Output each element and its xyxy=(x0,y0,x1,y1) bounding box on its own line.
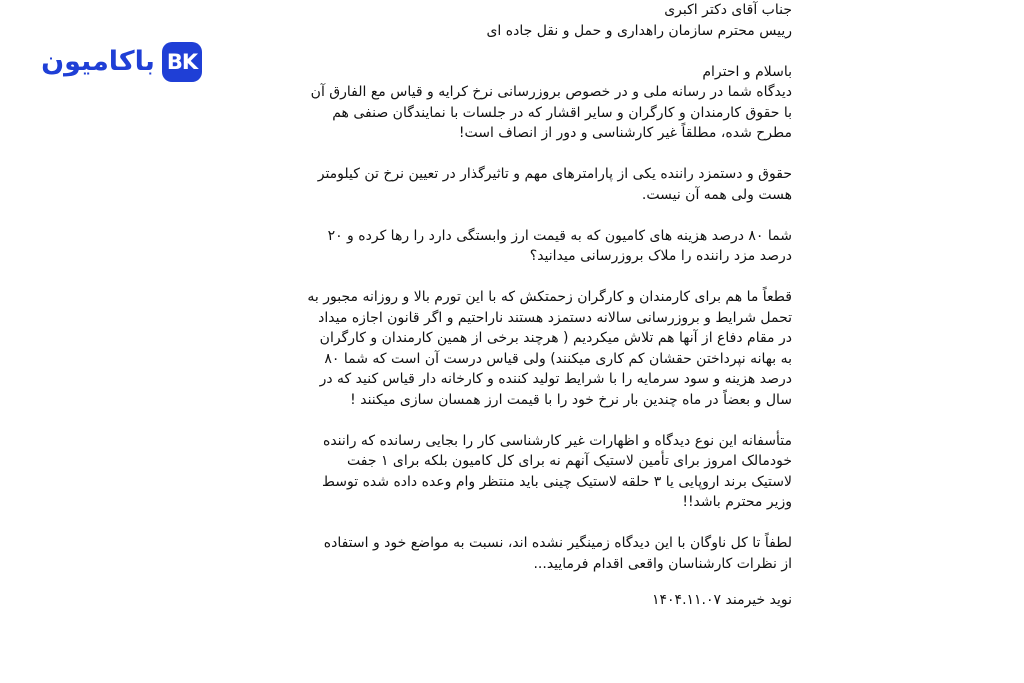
letter-line: وزیر محترم باشد!! xyxy=(682,494,792,510)
letter-signature xyxy=(280,590,792,611)
letter-line: حقوق و دستمزد راننده یکی از پارامترهای مهم و تاثیرگذار در تعیین نرخ تن کیلومتر xyxy=(317,166,792,182)
signature-line: نوید خیرمند ۱۴۰۴.۱۱.۰۷ xyxy=(651,592,792,608)
letter-line: از نظرات کارشناسان واقعی اقدام فرمایید... xyxy=(533,555,792,572)
paragraph-gap xyxy=(280,513,792,534)
letter-paragraph-2 xyxy=(280,164,792,205)
letter-line: هست ولی همه آن نیست. xyxy=(641,186,792,203)
letter-line: درصد هزینه و سود سرمایه را با شرایط تولید کننده و کارخانه دار قیاس کنید که در xyxy=(319,371,792,387)
letter-paragraph-5 xyxy=(280,431,792,513)
letter-line: مطرح شده، مطلقاً غیر کارشناسی و دور از انصاف است! xyxy=(458,125,792,141)
letter-paragraph-4 xyxy=(280,287,792,410)
letter-line: شما ۸۰ درصد هزینه های کامیون که به قیمت ارز وابستگی دارد را رها کرده و ۲۰ xyxy=(327,227,792,244)
letter-line: لطفاً تا کل ناوگان با این دیدگاه زمینگیر نشده اند، نسبت به مواضع خود و استفاده xyxy=(323,535,792,551)
letter-paragraph-6 xyxy=(280,533,792,574)
paragraph-gap xyxy=(280,574,792,590)
letter-paragraph-1 xyxy=(280,62,792,144)
bakamion-logo xyxy=(40,41,202,83)
paragraph-gap xyxy=(280,144,792,165)
letter-body xyxy=(280,0,792,611)
letter-line: خودمالک امروز برای تأمین لاستیک آنهم نه برای کل کامیون بلکه برای ۱ جفت xyxy=(347,453,792,469)
paragraph-gap xyxy=(280,410,792,431)
letter-line: تحمل شرایط و بروزرسانی سالانه دستمزد هستند ناراحتیم و اگر قانون اجازه میداد xyxy=(318,309,792,326)
letter-line: سال و بعضاً در ماه چندین بار نرخ خود را با قیمت ارز همسان سازی میکنند ! xyxy=(350,391,792,408)
logo-mark-icon: BK xyxy=(162,42,202,82)
paragraph-gap xyxy=(280,205,792,226)
letter-line: با حقوق کارمندان و کارگران و سایر اقشار که در جلسات با نمایندگان صنفی هم xyxy=(332,104,792,121)
letter-salutation xyxy=(280,0,792,41)
letter-line: متأسفانه این نوع دیدگاه و اظهارات غیر کارشناسی کار را بجایی رسانده که راننده xyxy=(323,432,792,449)
paragraph-gap xyxy=(280,267,792,288)
letter-line: قطعاً ما هم برای کارمندان و کارگران زحمتکش که با این تورم بالا و روزانه مجبور به xyxy=(307,289,792,305)
paragraph-gap xyxy=(280,41,792,62)
letter-line: درصد مزد راننده را ملاک بروزرسانی میدانید؟ xyxy=(529,248,792,264)
letter-line: دیدگاه شما در رسانه ملی و در خصوص بروزرسانی نرخ کرایه و قیاس مع الفارق آن xyxy=(310,84,792,100)
letter-line: به بهانه نپرداختن حقشان کم کاری میکنند) ولی قیاس درست آن است که شما ۸۰ xyxy=(324,350,792,367)
addressee-title: رییس محترم سازمان راهداری و حمل و نقل جاده ای xyxy=(486,22,792,39)
letter-line: باسلام و احترام xyxy=(702,63,792,80)
letter-line: لاستیک برند اروپایی یا ۳ حلقه لاستیک چینی باید منتظر وام وعده داده شده توسط xyxy=(322,473,792,490)
addressee-name: جناب آقای دکتر اکبری xyxy=(664,2,792,18)
logo-wordmark: باکامیون xyxy=(41,46,155,77)
letter-paragraph-3 xyxy=(280,226,792,267)
letter-line: در مقام دفاع از آنها هم تلاش میکردیم ( هرچند برخی از همین کارمندان و کارگران xyxy=(319,330,792,346)
